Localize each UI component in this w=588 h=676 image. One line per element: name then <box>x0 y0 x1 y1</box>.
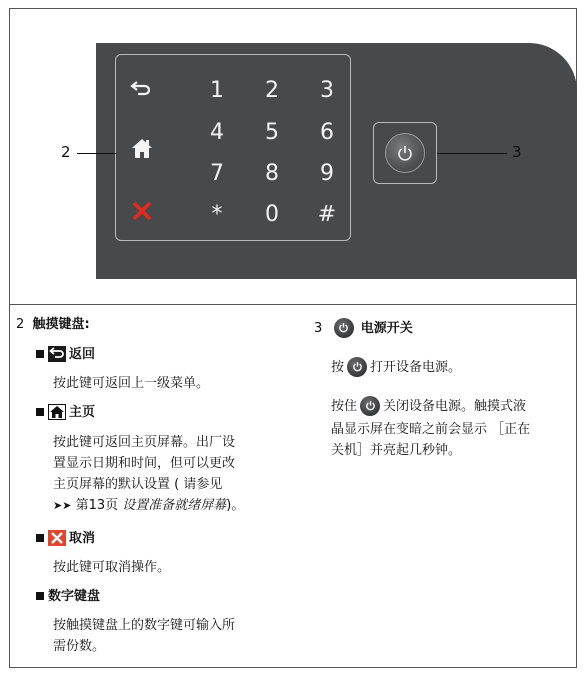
cancel-icon <box>48 530 66 546</box>
home-title: 主页 <box>36 402 95 423</box>
back-title: 返回 <box>36 344 95 365</box>
bullet-square <box>36 408 44 416</box>
home-icon <box>48 404 66 420</box>
power-icon <box>385 133 425 173</box>
home-desc-line-3: 主页屏幕的默认设置 ( 请参见 <box>53 477 223 492</box>
cancel-key-icon <box>127 196 157 226</box>
back-key-icon <box>126 75 156 105</box>
key-0: 0 <box>265 201 279 227</box>
power-icon <box>360 396 380 416</box>
home-key-icon <box>127 133 157 163</box>
key-star: * <box>211 201 223 227</box>
bullet-square <box>36 534 44 542</box>
home-desc-reference: ➤➤ 第13页 设置准备就绪屏幕)。 <box>53 498 245 513</box>
callout-2-line <box>77 153 117 154</box>
power-heading: 3 电源开关 <box>314 318 413 339</box>
home-desc-line-1: 按此键可返回主页屏幕。出厂设 <box>53 435 236 450</box>
key-6: 6 <box>320 119 334 145</box>
bullet-square <box>36 592 44 600</box>
key-3: 3 <box>320 77 334 103</box>
callout-3: 3 <box>512 143 522 161</box>
keypad-heading: 2 触摸键盘: <box>16 317 90 332</box>
power-icon <box>347 357 367 377</box>
key-5: 5 <box>265 119 279 145</box>
key-4: 4 <box>210 119 224 145</box>
home-desc-line-2: 置显示日期和时间，但可以更改 <box>53 456 236 471</box>
power-off-desc-line-1: 按住 关闭设备电源。触摸式液 <box>331 396 526 417</box>
numpad-desc-line-1: 按触摸键盘上的数字键可输入所 <box>53 618 236 633</box>
numpad-desc-line-2: 需份数。 <box>53 639 106 654</box>
key-7: 7 <box>210 160 224 186</box>
touch-keypad <box>115 54 351 241</box>
bullet-square <box>36 350 44 358</box>
reference-link[interactable]: 设置准备就绪屏幕 <box>122 498 227 513</box>
cancel-desc: 按此键可取消操作。 <box>53 560 171 575</box>
lcd-message: 关机］ <box>331 443 371 458</box>
callout-2: 2 <box>61 143 71 161</box>
power-on-desc: 按 打开设备电源。 <box>331 357 461 378</box>
power-off-desc-line-3: 关机］并亮起几秒钟。 <box>331 443 462 458</box>
key-8: 8 <box>265 160 279 186</box>
callout-3-line <box>437 153 507 154</box>
section-divider <box>9 304 577 305</box>
cancel-title: 取消 <box>36 528 95 549</box>
key-9: 9 <box>320 160 334 186</box>
power-off-desc-line-2: 晶显示屏在变暗之前会显示 ［正在 <box>331 422 531 437</box>
key-1: 1 <box>210 77 224 103</box>
power-button-illustration <box>373 122 437 184</box>
key-2: 2 <box>265 77 279 103</box>
back-icon <box>48 346 66 362</box>
back-desc: 按此键可返回上一级菜单。 <box>53 376 210 391</box>
numpad-title: 数字键盘 <box>36 586 100 607</box>
key-hash: # <box>317 201 337 227</box>
power-icon <box>334 318 354 338</box>
